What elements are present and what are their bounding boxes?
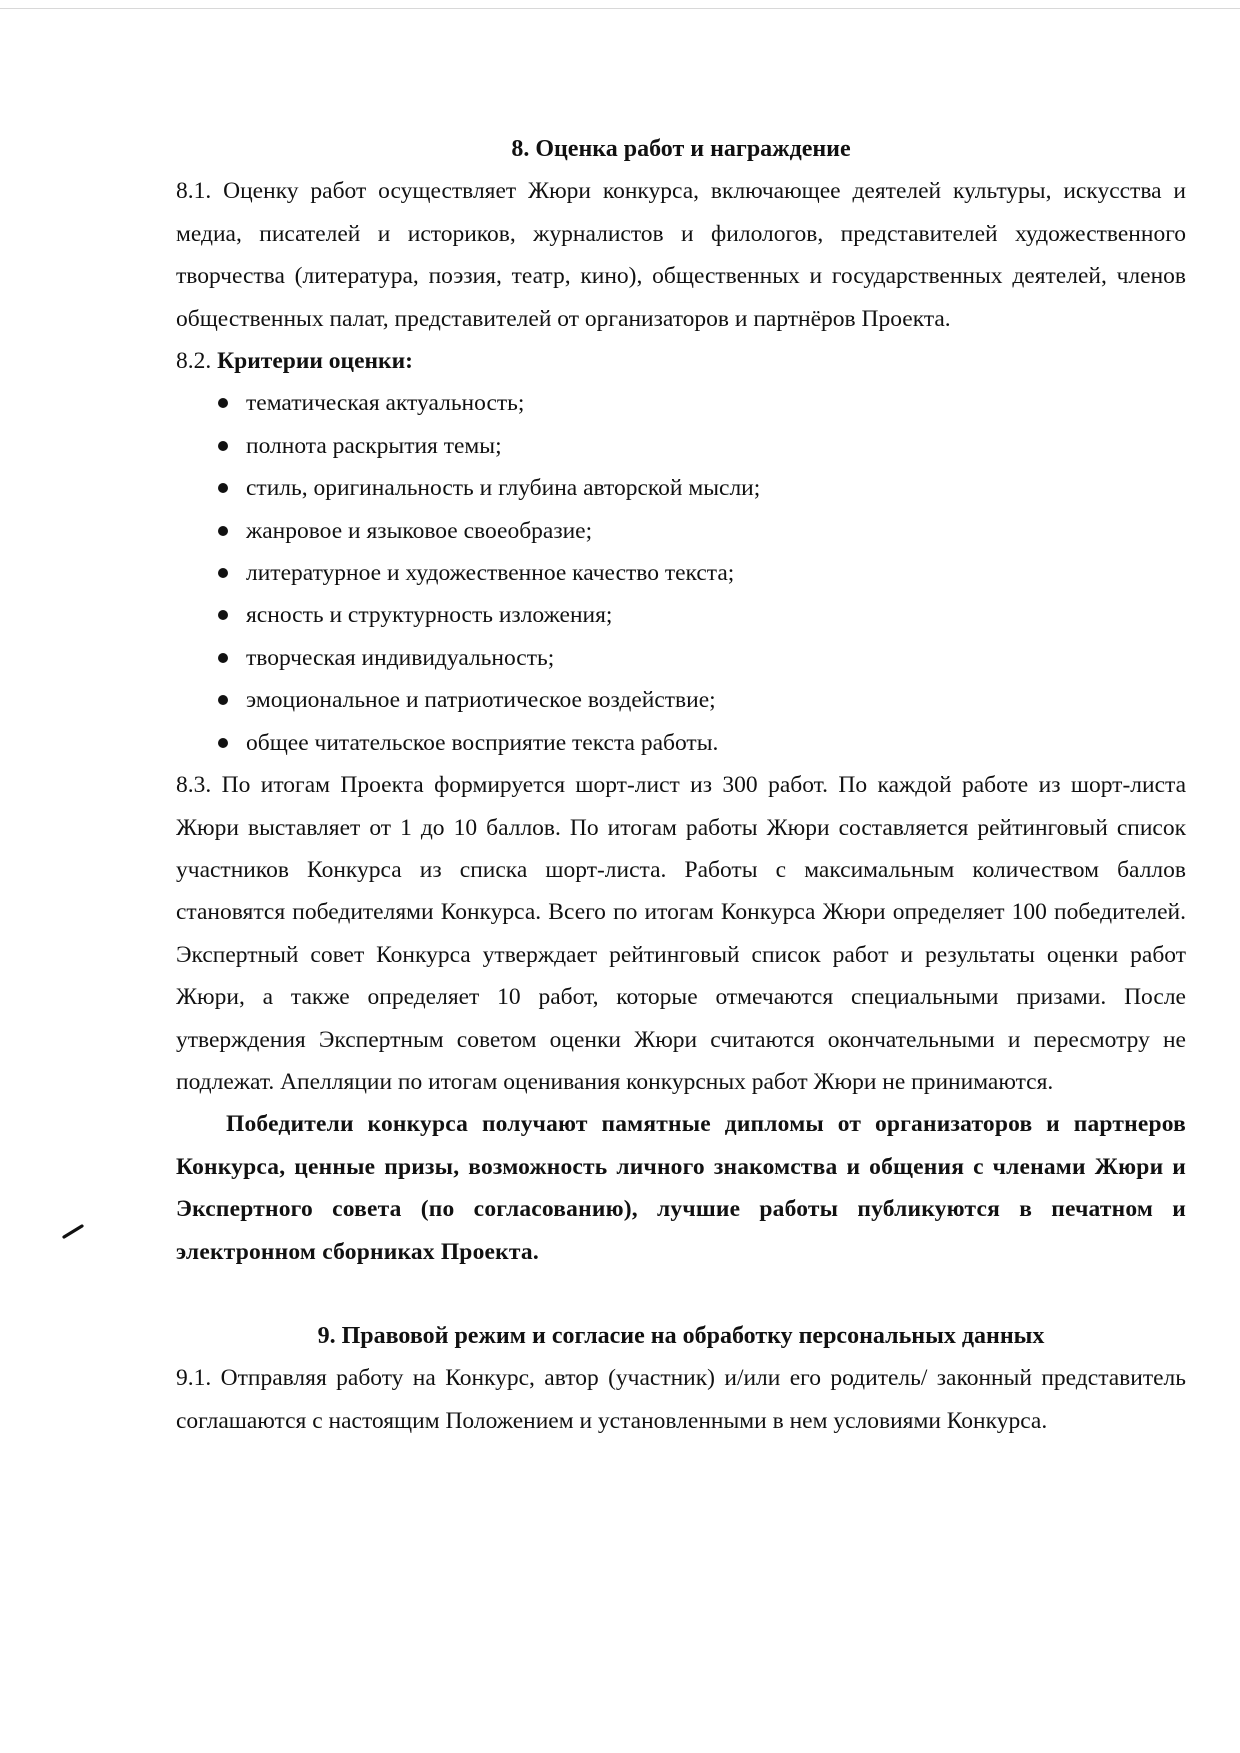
bullet-icon bbox=[218, 441, 228, 451]
list-item bbox=[176, 425, 1186, 467]
list-item bbox=[176, 552, 1186, 594]
criterion-text: ясность и структурность изложения; bbox=[246, 602, 613, 629]
bullet-icon bbox=[218, 738, 228, 748]
criterion-text: жанровое и языковое своеобразие; bbox=[246, 517, 593, 544]
list-item bbox=[176, 679, 1186, 721]
criterion-text: стиль, оригинальность и глубина авторской мысли; bbox=[246, 475, 761, 502]
bullet-icon bbox=[218, 526, 228, 536]
bullet-icon bbox=[218, 483, 228, 493]
document-body bbox=[176, 128, 1186, 1442]
bullet-icon bbox=[218, 653, 228, 663]
list-item bbox=[176, 637, 1186, 679]
bullet-icon bbox=[218, 610, 228, 620]
paragraph-8-2 bbox=[176, 340, 1186, 382]
bullet-icon bbox=[218, 695, 228, 705]
criteria-heading: Критерии оценки: bbox=[217, 348, 413, 375]
pen-mark-icon bbox=[62, 1223, 84, 1239]
list-item bbox=[176, 382, 1186, 424]
bullet-icon bbox=[218, 568, 228, 578]
winners-paragraph: Победители конкурса получают памятные дипломы от организаторов и партнеров Конкурса, ценные призы, возможность личного знакомства и общения с членами Жюри и Экспертного совета (по согласованию), лучшие работы публикуются в печатном и электронном сборниках Проекта. bbox=[176, 1111, 1186, 1265]
paragraph-8-2-number: 8.2. bbox=[176, 348, 212, 375]
criterion-text: тематическая актуальность; bbox=[246, 390, 525, 417]
section-8-title: 8. Оценка работ и награждение bbox=[511, 136, 851, 162]
list-item bbox=[176, 722, 1186, 764]
criterion-text: творческая индивидуальность; bbox=[246, 644, 555, 671]
paragraph-8-3: 8.3. По итогам Проекта формируется шорт-лист из 300 работ. По каждой работе из шорт-листа Жюри выставляет от 1 до 10 баллов. По итогам работы Жюри составляется рейтинговый список участников Конкурса из списка шорт-листа. Работы с максимальным количеством баллов становятся победителями Конкурса. Всего по итогам Конкурса Жюри определяет 100 победителей. Экспертный совет Конкурса утверждает рейтинговый список работ и результаты оценки работ Жюри, а также определяет 10 работ, которые отмечаются специальными призами. После утверждения Экспертным советом оценки Жюри считаются окончательными и пересмотру не подлежат. Апелляции по итогам оценивания конкурсных работ Жюри не принимаются. bbox=[176, 772, 1186, 1095]
paragraph-8-1: 8.1. Оценку работ осуществляет Жюри конкурса, включающее деятелей культуры, искусства и медиа, писателей и историков, журналистов и филологов, представителей художественного творчества (литература, поэзия, театр, кино), общественных и государственных деятелей, членов общественных палат, представителей от организаторов и партнёров Проекта. bbox=[176, 178, 1186, 332]
list-item bbox=[176, 510, 1186, 552]
list-item bbox=[176, 467, 1186, 509]
criterion-text: эмоциональное и патриотическое воздействие; bbox=[246, 687, 716, 714]
criteria-list bbox=[176, 382, 1186, 764]
bullet-icon bbox=[218, 398, 228, 408]
paragraph-9-1: 9.1. Отправляя работу на Конкурс, автор (участник) и/или его родитель/ законный представитель соглашаются с настоящим Положением и установленными в нем условиями Конкурса. bbox=[176, 1365, 1186, 1434]
criterion-text: общее читательское восприятие текста работы. bbox=[246, 729, 719, 756]
scan-edge-line bbox=[0, 8, 1240, 9]
criterion-text: литературное и художественное качество текста; bbox=[246, 560, 735, 587]
section-9-title: 9. Правовой режим и согласие на обработку персональных данных bbox=[317, 1322, 1045, 1349]
list-item bbox=[176, 594, 1186, 636]
criterion-text: полнота раскрытия темы; bbox=[246, 432, 502, 459]
